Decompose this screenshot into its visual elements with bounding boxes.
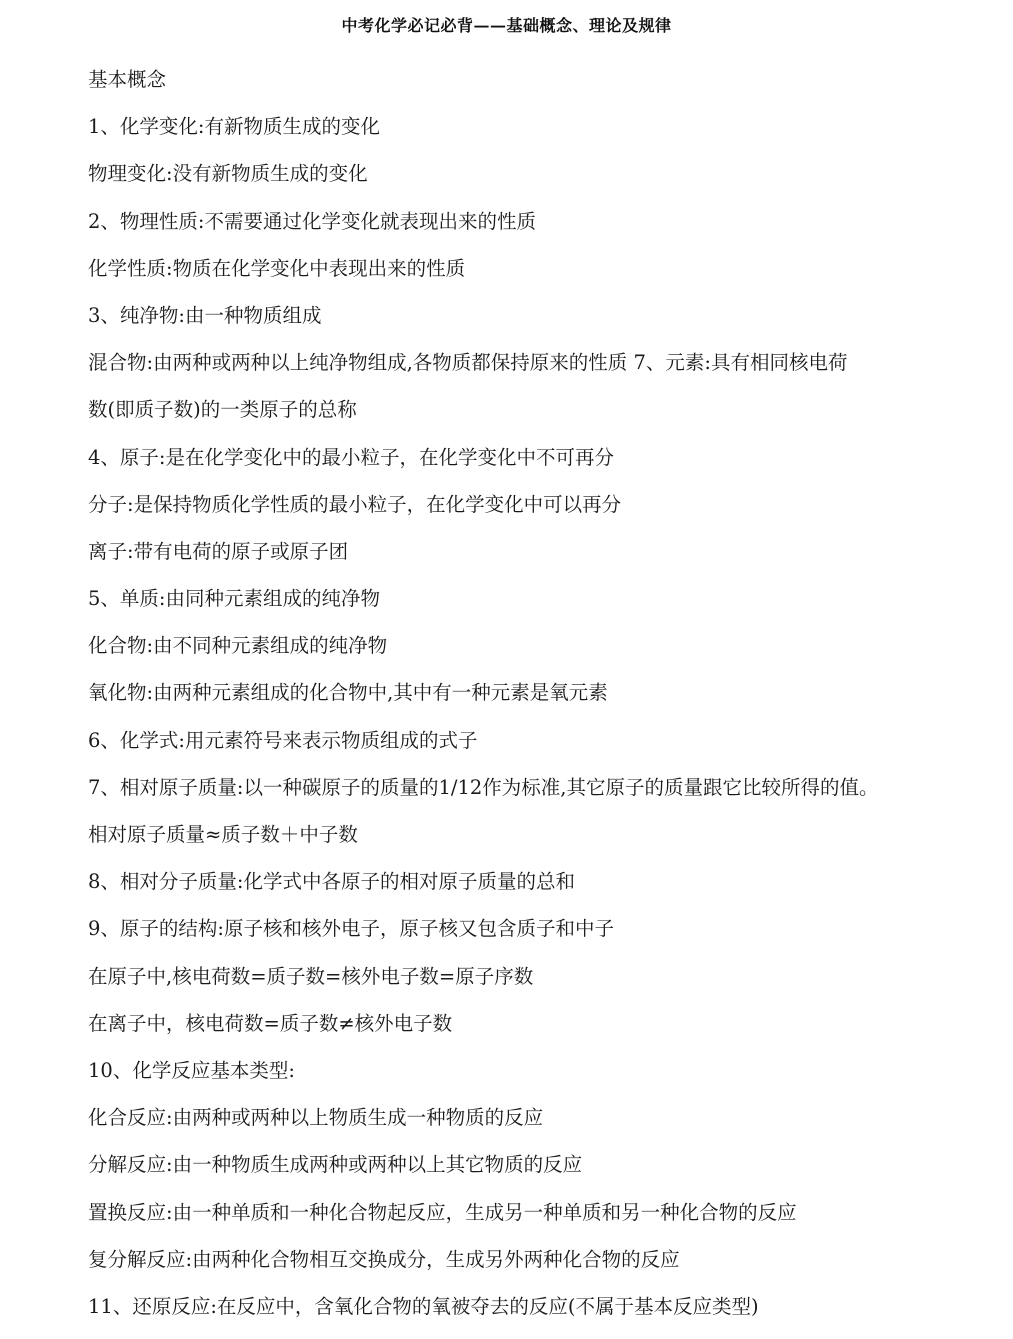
text-line: 7、相对原子质量:以一种碳原子的质量的1/12作为标准,其它原子的质量跟它比较所得的值。 [88,775,879,799]
text-line: 8、相对分子质量:化学式中各原子的相对原子质量的总和 [88,870,575,894]
text-line: 分子:是保持物质化学性质的最小粒子，在化学变化中可以再分 [88,492,622,516]
text-line: 相对原子质量≈质子数＋中子数 [88,823,358,846]
document-title: 中考化学必记必背——基础概念、理论及规律 [341,16,672,35]
text-line: 混合物:由两种或两种以上纯净物组成,各物质都保持原来的性质 7、元素:具有相同核电荷 [88,351,848,375]
text-line: 2、物理性质:不需要通过化学变化就表现出来的性质 [88,209,536,233]
text-line: 9、原子的结构:原子核和核外电子，原子核又包含质子和中子 [88,917,614,941]
document-body [88,62,993,1336]
text-line: 在离子中，核电荷数=质子数≠核外电子数 [88,1011,453,1035]
text-line: 氧化物:由两种元素组成的化合物中,其中有一种元素是氧元素 [88,681,608,705]
text-line: 化合反应:由两种或两种以上物质生成一种物质的反应 [88,1106,544,1130]
text-line: 离子:带有电荷的原子或原子团 [88,539,349,563]
text-line: 3、纯净物:由一种物质组成 [88,303,322,327]
text-line: 化学性质:物质在化学变化中表现出来的性质 [88,256,466,280]
text-line: 复分解反应:由两种化合物相互交换成分，生成另外两种化合物的反应 [88,1247,680,1271]
text-line: 10、化学反应基本类型: [88,1058,295,1082]
text-line: 化合物:由不同种元素组成的纯净物 [88,634,388,658]
text-line: 6、化学式:用元素符号来表示物质组成的式子 [88,728,478,752]
section-heading: 基本概念 [88,68,167,91]
text-line: 物理变化:没有新物质生成的变化 [88,162,368,186]
text-line: 1、化学变化:有新物质生成的变化 [88,115,380,139]
text-line: 分解反应:由一种物质生成两种或两种以上其它物质的反应 [88,1153,583,1177]
text-line: 11、还原反应:在反应中，含氧化合物的氧被夺去的反应(不属于基本反应类型) [88,1294,759,1318]
text-line: 在原子中,核电荷数=质子数=核外电子数=原子序数 [88,964,534,988]
text-line: 置换反应:由一种单质和一种化合物起反应，生成另一种单质和另一种化合物的反应 [88,1200,797,1224]
text-line: 4、原子:是在化学变化中的最小粒子，在化学变化中不可再分 [88,445,614,469]
text-line: 5、单质:由同种元素组成的纯净物 [88,587,380,611]
text-line: 数(即质子数)的一类原子的总称 [88,398,357,422]
